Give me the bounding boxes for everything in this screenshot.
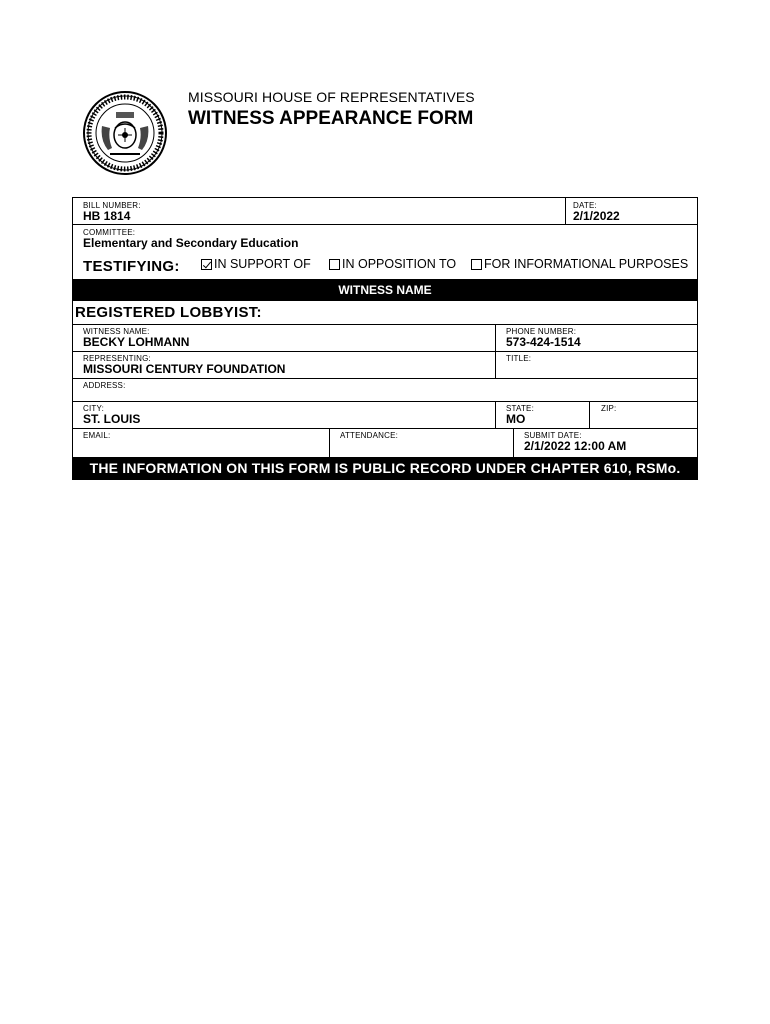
option-label: FOR INFORMATIONAL PURPOSES (484, 257, 689, 271)
date-label: DATE: (573, 201, 597, 210)
city-value: ST. LOUIS (83, 412, 141, 426)
option-label: IN OPPOSITION TO (342, 257, 457, 271)
city-label: CITY: (83, 404, 105, 413)
title-label: TITLE: (506, 354, 532, 363)
date-value: 2/1/2022 (573, 209, 620, 223)
bill-number-label: BILL NUMBER: (83, 201, 141, 210)
divider (589, 401, 590, 428)
bill-number-value: HB 1814 (83, 209, 131, 223)
divider (73, 224, 697, 225)
divider (73, 401, 697, 402)
witness-name-bar: WITNESS NAME (73, 279, 697, 301)
registered-lobbyist-label: REGISTERED LOBBYIST: (75, 304, 262, 321)
divider (329, 428, 330, 457)
committee-label: COMMITTEE: (83, 228, 136, 237)
phone-value: 573-424-1514 (506, 335, 581, 349)
address-label: ADDRESS: (83, 381, 126, 390)
state-value: MO (506, 412, 526, 426)
public-record-notice: THE INFORMATION ON THIS FORM IS PUBLIC RECORD UNDER CHAPTER 610, RSMo. (73, 457, 697, 480)
witness-appearance-form (72, 197, 698, 480)
divider (73, 324, 697, 325)
option-in-support[interactable] (201, 257, 311, 271)
option-label: IN SUPPORT OF (214, 257, 311, 271)
witness-name-value: BECKY LOHMANN (83, 335, 190, 349)
option-informational[interactable] (471, 257, 688, 271)
divider (73, 378, 697, 379)
submit-date-label: SUBMIT DATE: (524, 431, 582, 440)
checkbox-checked-icon[interactable] (201, 259, 212, 270)
attendance-label: ATTENDANCE: (340, 431, 399, 440)
agency-name: MISSOURI HOUSE OF REPRESENTATIVES (188, 89, 475, 105)
email-label: EMAIL: (83, 431, 111, 440)
divider (513, 428, 514, 457)
zip-label: ZIP: (601, 404, 617, 413)
option-in-opposition[interactable] (329, 257, 456, 271)
representing-label: REPRESENTING: (83, 354, 151, 363)
divider (495, 401, 496, 428)
form-title: WITNESS APPEARANCE FORM (188, 108, 474, 129)
phone-label: PHONE NUMBER: (506, 327, 577, 336)
committee-value: Elementary and Secondary Education (83, 236, 299, 250)
divider (73, 351, 697, 352)
divider (565, 198, 566, 224)
divider (73, 428, 697, 429)
testifying-label: TESTIFYING: (83, 258, 180, 275)
state-label: STATE: (506, 404, 535, 413)
witness-name-label: WITNESS NAME: (83, 327, 150, 336)
state-seal-icon (82, 90, 168, 176)
representing-value: MISSOURI CENTURY FOUNDATION (83, 362, 286, 376)
submit-date-value: 2/1/2022 12:00 AM (524, 439, 627, 453)
checkbox-icon[interactable] (329, 259, 340, 270)
checkbox-icon[interactable] (471, 259, 482, 270)
